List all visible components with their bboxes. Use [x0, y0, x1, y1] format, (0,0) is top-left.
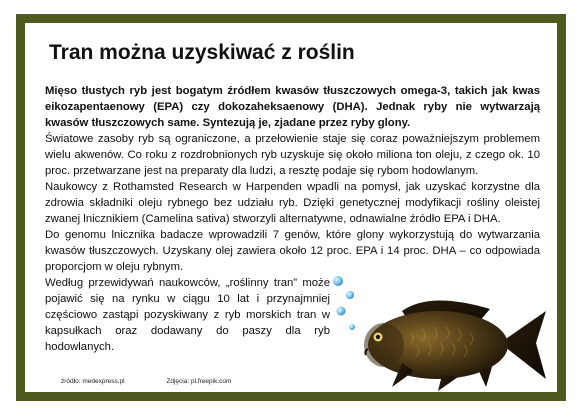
paragraph-3: Do genomu lnicznika badacze wprowadzili 7 genów, które glony wykorzystują do wytwarzania kwasów tłuszczowych. Uzyskany olej zawiera około 12 proc. EPA i 14 proc. DHA – co odpowiada proporcjom w oleju rybnym. [45, 229, 540, 273]
lead-paragraph: Mięso tłustych ryb jest bogatym źródłem kwasów tłuszczowych omega-3, takich jak kwas eikozapentaenowy (EPA) czy dokozaheksaenowy (DHA). Jednak ryby nie wytwarzają kwasów tłuszczowych same. Syntezują je, zjadane przez ryby glony. [45, 85, 540, 129]
photo-credit: Zdjęcia: pl.freepik.com [166, 378, 232, 385]
source-credit: źródło: medexpress.pl [61, 378, 125, 385]
carp-illustration [350, 293, 548, 391]
article-frame [16, 14, 566, 401]
paragraph-4: Według przewidywań naukowców, „roślinny tran” może pojawić się na rynku w ciągu 10 lat i przynajmniej częściowo zastąpi pozyskiwany z ryb morskich tran w kapsułkach oraz dodawany do paszy dla ryb hodowlanych. [45, 277, 330, 353]
paragraph-2: Naukowcy z Rothamsted Research w Harpenden wpadli na pomysł, jak uzyskać korzystne dla zdrowia składniki oleju rybnego bez udziału ryb. Dzięki genetycznej modyfikacji rośliny oleistej zwanej lnicznikiem (Camelina sativa) stworzyli alternatywne, odnawialne źródło EPA i DHA. [45, 181, 540, 225]
article-title: Tran można uzyskiwać z roślin [49, 41, 355, 64]
article-footer [61, 378, 461, 385]
paragraph-1: Światowe zasoby ryb są ograniczone, a przełowienie staje się coraz poważniejszym problemem wielu akwenów. Co roku z rozdrobnionych ryb uzyskuje się około miliona ton oleju, z czego ok. 10 proc. przetwarzane jest na preparaty dla ludzi, a resztę podaje się rybom hodowlanym. [45, 133, 540, 177]
